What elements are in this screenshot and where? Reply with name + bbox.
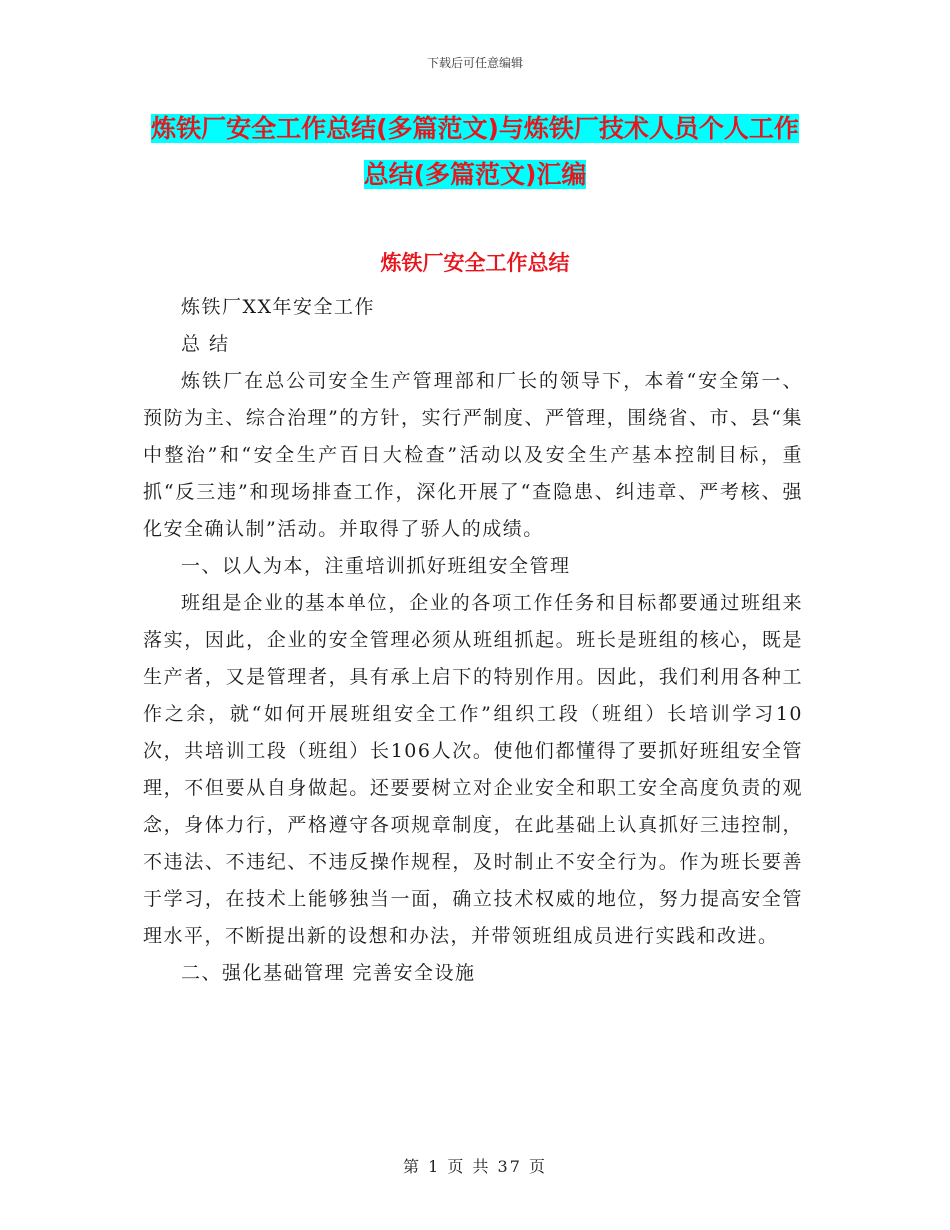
document-title xyxy=(145,106,805,198)
section-title: 炼铁厂安全工作总结 xyxy=(380,251,570,275)
body-heading: 二、强化基础管理 完善安全设施 xyxy=(181,962,476,984)
body-paragraph: 班组是企业的基本单位，企业的各项工作任务和目标都要通过班组来落实，因此，企业的安全管理必须从班组抓起。班长是班组的核心，既是生产者，又是管理者，具有承上启下的特别作用。因此，我们利用各种工作之余，就“如何开展班组安全工作”组织工段（班组）长培训学习10次，共培训工段（班组）长106人次。使他们都懂得了要抓好班组安全管理，不但要从自身做起。还要要树立对企业安全和职工安全高度负责的观念，身体力行，严格遵守各项规章制度，在此基础上认真抓好三违控制，不违法、不违纪、不违反操作规程，及时制止不安全行为。作为班长要善于学习，在技术上能够独当一面，确立技术权威的地位，努力提高安全管理水平，不断提出新的设想和办法，并带领班组成员进行实践和改进。 xyxy=(143,592,803,947)
document-title-text: 炼铁厂安全工作总结(多篇范文)与炼铁厂技术人员个人工作总结(多篇范文)汇编 xyxy=(151,114,799,189)
body-heading: 一、以人为本，注重培训抓好班组安全管理 xyxy=(181,555,571,577)
document-body xyxy=(143,289,803,992)
header-note: 下载后可任意编辑 xyxy=(426,56,523,70)
body-paragraph: 炼铁厂在总公司安全生产管理部和厂长的领导下，本着“安全第一、预防为主、综合治理”的方针，实行严制度、严管理，围绕省、市、县“集中整治”和“安全生产百日大检查”活动以及安全生产基本控制目标，重抓“反三违”和现场排查工作，深化开展了“查隐患、纠违章、严考核、强化安全确认制”活动。并取得了骄人的成绩。 xyxy=(143,370,803,540)
body-paragraph: 总 结 xyxy=(181,333,230,355)
page-footer: 第 1 页 共 37 页 xyxy=(403,1157,547,1176)
body-paragraph: 炼铁厂XX年安全工作 xyxy=(181,296,376,318)
